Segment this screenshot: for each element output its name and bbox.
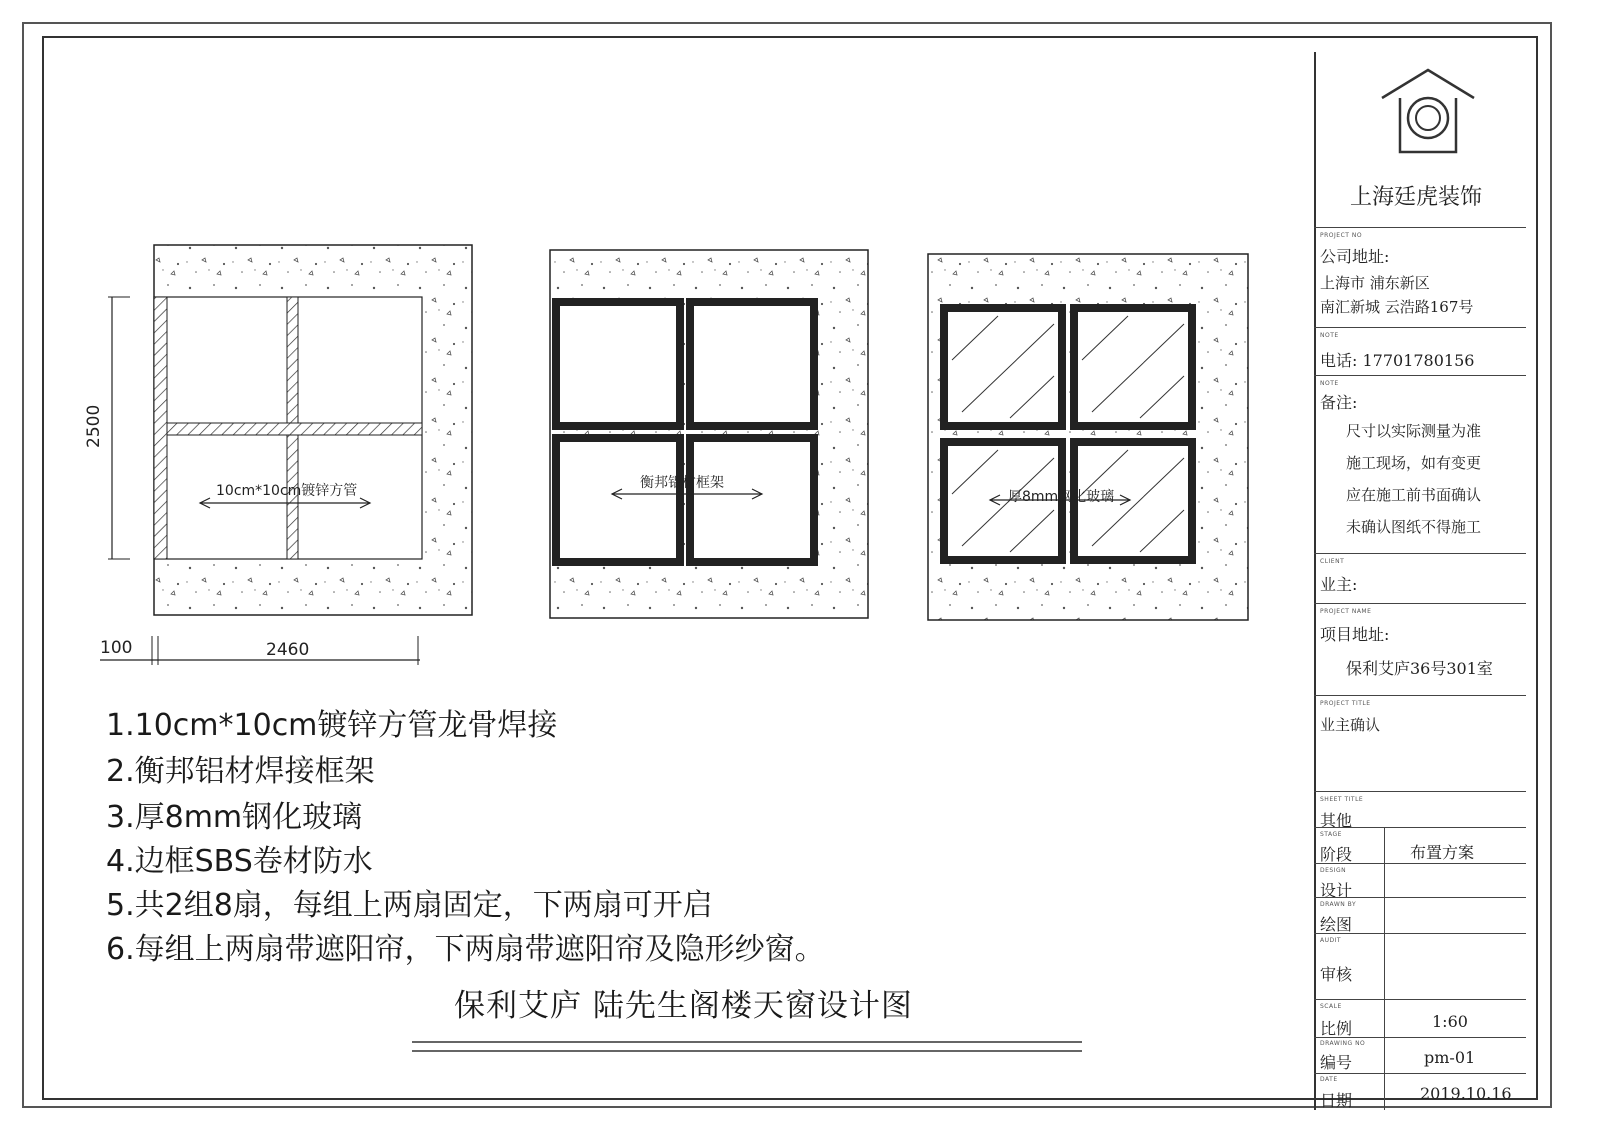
drawn-cell (1314, 898, 1526, 934)
remarks-line1: 尺寸以实际测量为准 (1346, 422, 1482, 440)
number-tag: DRAWING NO (1320, 1040, 1366, 1047)
drawing-aluminium-frame (550, 250, 868, 618)
label-frame: 衡邦铝材框架 (640, 475, 724, 491)
remarks-line3: 应在施工前书面确认 (1346, 486, 1482, 504)
project-tag: PROJECT NAME (1320, 608, 1372, 615)
client-label: 业主: (1320, 575, 1358, 594)
phone: 电话: 17701780156 (1320, 351, 1475, 370)
label-pipe: 10cm*10cm镀锌方管 (216, 483, 358, 499)
scale-tag: SCALE (1320, 1003, 1342, 1010)
audit-cell (1314, 934, 1526, 1000)
logo-cell (1314, 52, 1526, 228)
remarks-cell (1314, 376, 1526, 554)
design-tag: DESIGN (1320, 867, 1347, 874)
number-label: 编号 (1320, 1053, 1353, 1072)
note-3: 3.厚8mm钢化玻璃 (106, 800, 363, 835)
label-glass: 厚8mm钢化玻璃 (1008, 489, 1115, 505)
remarks-label: 备注: (1320, 393, 1358, 412)
dim-left: 100 (100, 638, 133, 658)
note-4: 4.边框SBS卷材防水 (106, 844, 373, 879)
client-cell (1314, 554, 1526, 604)
address-line2: 南汇新城 云浩路167号 (1320, 298, 1474, 316)
confirm-tag: PROJECT TITLE (1320, 700, 1371, 707)
number-cell (1314, 1038, 1526, 1074)
date-value: 2019.10.16 (1420, 1084, 1512, 1103)
date-label: 日期 (1320, 1091, 1353, 1110)
address-label: 公司地址: (1320, 247, 1390, 266)
design-cell (1314, 864, 1526, 898)
stage-cell (1314, 828, 1526, 864)
sheet-value: 其他 (1320, 811, 1353, 830)
design-label: 设计 (1320, 881, 1353, 900)
project-label: 项目地址: (1320, 625, 1390, 644)
scale-cell (1314, 1000, 1526, 1038)
sheet-tag: SHEET TITLE (1320, 796, 1364, 803)
company-name: 上海廷虎装饰 (1350, 185, 1483, 210)
drawing-tempered-glass (928, 254, 1248, 620)
remarks-tag: NOTE (1320, 380, 1339, 387)
project-cell (1314, 604, 1526, 696)
scale-label: 比例 (1320, 1019, 1353, 1038)
confirm-label: 业主确认 (1320, 716, 1381, 734)
drawn-label: 绘图 (1320, 915, 1353, 934)
remarks-line4: 未确认图纸不得施工 (1346, 518, 1482, 536)
confirm-cell (1314, 696, 1526, 792)
address-tag: PROJECT NO (1320, 232, 1363, 239)
dim-height: 2500 (84, 404, 104, 448)
client-tag: CLIENT (1320, 558, 1345, 565)
remarks-line2: 施工现场，如有变更 (1346, 454, 1482, 472)
address-line1: 上海市 浦东新区 (1320, 274, 1430, 292)
note-2: 2.衡邦铝材焊接框架 (106, 754, 375, 789)
number-value: pm-01 (1424, 1048, 1476, 1067)
note-5: 5.共2组8扇，每组上两扇固定，下两扇可开启 (106, 888, 713, 923)
dim-width: 2460 (266, 640, 310, 660)
phone-tag: NOTE (1320, 332, 1339, 339)
audit-label: 审核 (1320, 965, 1353, 984)
sheet-cell (1314, 792, 1526, 828)
scale-value: 1:60 (1432, 1012, 1468, 1031)
audit-tag: AUDIT (1320, 937, 1342, 944)
drawing-pipe-frame (100, 245, 472, 665)
drawing-title: 保利艾庐 陆先生阁楼天窗设计图 (454, 988, 913, 1024)
phone-cell (1314, 328, 1526, 376)
drawn-tag: DRAWN BY (1320, 901, 1357, 908)
stage-value: 布置方案 (1410, 843, 1475, 862)
project-value: 保利艾庐36号301室 (1346, 659, 1493, 678)
address-cell (1314, 228, 1526, 328)
stage-label: 阶段 (1320, 845, 1353, 864)
note-1: 1.10cm*10cm镀锌方管龙骨焊接 (106, 708, 558, 743)
note-6: 6.每组上两扇带遮阳帘，下两扇带遮阳帘及隐形纱窗。 (106, 932, 825, 967)
date-tag: DATE (1320, 1076, 1338, 1083)
stage-tag: STAGE (1320, 831, 1342, 838)
